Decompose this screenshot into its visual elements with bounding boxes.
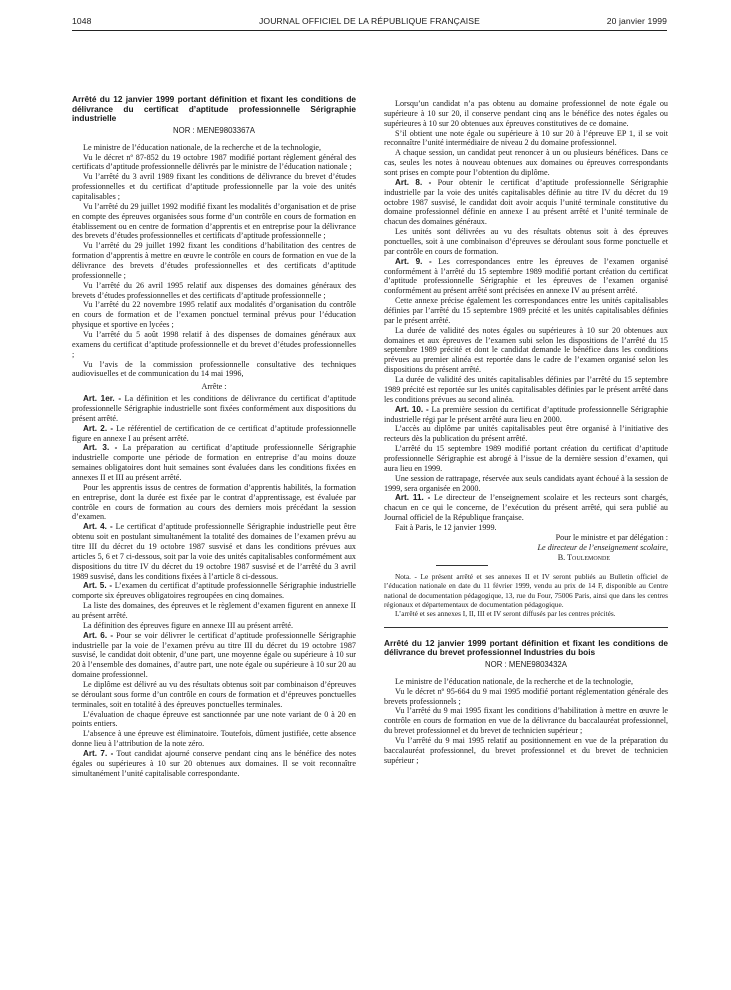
- article-3: [72, 443, 356, 482]
- article-label: Art. 6. -: [83, 630, 114, 640]
- preamble-paragraph: Vu l’arrêté du 3 avril 1989 fixant les conditions de délivrance du brevet d’études professionnelles et du certificat d’aptitude professionnelle par la voie des unités capitalisables ;: [72, 172, 356, 201]
- left-column: [72, 95, 356, 779]
- preamble-paragraph: Vu l’arrêté du 26 avril 1995 relatif aux dispenses des domaines généraux des brevets d’études professionnelles et des certificats d’aptitude professionnelle ;: [72, 280, 356, 300]
- preamble-paragraph: Vu l’arrêté du 22 novembre 1995 relatif aux modalités d’organisation du contrôle en cours de formation et de l’examen ponctuel terminal prévus pour l’éducation physique et sportive en lycées ;: [72, 300, 356, 330]
- article-text: L’examen du certificat d’aptitude professionnelle Sérigraphie industrielle comporte six épreuves obligatoires regroupées en cinq domaines.: [72, 581, 356, 601]
- article-label: Art. 2. -: [83, 423, 114, 433]
- note-paragraph: L’arrêté et ses annexes I, II, III et IV seront diffusés par les centres précités.: [395, 608, 616, 618]
- preamble-paragraph: Le ministre de l’éducation nationale, de la recherche et de la technologie,: [395, 676, 633, 686]
- article-2: [72, 424, 356, 444]
- preamble-paragraph: Vu l’arrêté du 9 mai 1995 relatif au positionnement en vue de la préparation du baccalauréat professionnel, du brevet professionnel et du brevet de technicien supérieur ;: [384, 736, 668, 765]
- article-label: Art. 9. -: [395, 256, 432, 266]
- preamble-paragraph: Vu l’avis de la commission professionnelle consultative des techniques audiovisuelles et de communication du 14 mai 1996,: [72, 359, 356, 379]
- article-label: Art. 3. -: [83, 443, 118, 453]
- article-6: [72, 631, 356, 680]
- preamble-paragraph: Le ministre de l’éducation nationale, de la recherche et de la technologie,: [83, 142, 321, 152]
- article-text: Pour obtenir le certificat d’aptitude professionnelle Sérigraphie industrielle par la voie des unités capitalisables définie au titre IV du décret du 19 octobre 1987 susvisé, le candidat doit avoir acquis l’unité terminale constitutive du domaine professionnel définie en annexe I au présent arrêté et l’unité terminale de chacun des domaines généraux.: [384, 177, 668, 227]
- article-text: Pour se voir délivrer le certificat d’aptitude professionnelle Sérigraphie industrielle par la voie de l’examen prévu au titre III du décret du 19 octobre 1987 susvisé, le candidat doit obtenir, d’une part, une moyenne égale ou supérieure à 10 sur 20 à l’ensemble des domaines, d’autre part, une note égale ou supérieure à 10 sur 20 au domaine professionnel.: [72, 630, 356, 680]
- article-paragraph: Pour les apprentis issus de centres de formation d’apprentis habilités, la formation en entreprise, dont la durée est fixée par le contrat d’apprentissage, est évaluée par contrôle en cours de formation au cours des derniers mois précédant la session d’examen.: [72, 482, 356, 522]
- article-text: Tout candidat ajourné conserve pendant cinq ans le bénéfice des notes égales ou supérieures à 10 sur 20 obtenues aux domaines. Il se voit reconnaître simultanément l’unité capitalisable correspondante.: [72, 749, 356, 778]
- article-label: Art. 10. -: [395, 404, 429, 414]
- article-paragraph: L’accès au diplôme par unités capitalisables peut être organisé à l’initiative des recteurs dès la publication du présent arrêté.: [384, 424, 668, 444]
- article-paragraph: L’évaluation de chaque épreuve est sanctionnée par une note variant de 0 à 20 en points entiers.: [72, 709, 356, 729]
- article-label: Art. 1er. -: [83, 394, 122, 404]
- article-paragraph: La durée de validité des notes égales ou supérieures à 10 sur 20 obtenues aux domaines et aux épreuves de l’examen subi selon les dispositions de l’arrêté du 15 septembre 1989 précité et dont le candidat demande le bénéfice dans les conditions prévues au premier alinéa est reportée dans le cadre de l’examen organisé selon les dispositions du présent arrêté.: [384, 325, 668, 375]
- article-10: [384, 405, 668, 425]
- note-paragraph: Nota. - Le présent arrêté et ses annexes II et IV seront publiés au Bulletin officiel de l’éducation nationale en date du 11 février 1999, vendu au prix de 14 F, disponible au Centre national de documentation pédagogique, 13, rue du Four, 75006 Paris, ainsi que dans les centres régionaux et départementaux de documentation pédagogique.: [384, 572, 668, 609]
- nor-reference: NOR : MENE9803432A: [485, 660, 567, 670]
- article-1: [72, 394, 356, 424]
- preamble-paragraph: Vu l’arrêté du 5 août 1998 relatif à des dispenses de domaines généraux aux examens du certificat d’aptitude professionnelle et du brevet d’études professionnelles ;: [72, 329, 356, 359]
- article-text: La préparation au certificat d’aptitude professionnelle Sérigraphie industrielle comporte une période de formation en entreprise d’au moins douze semaines obligatoires dont huit semaines sont évaluées dans les conditions fixées en annexes II et III au présent arrêté.: [72, 443, 356, 482]
- preamble-paragraph: Vu le décret nº 95-664 du 9 mai 1995 modifié portant réglementation générale des brevets professionnels ;: [384, 686, 668, 706]
- signature-date: Fait à Paris, le 12 janvier 1999.: [395, 522, 497, 532]
- article-label: Art. 5. -: [83, 581, 113, 591]
- page-number: 1048: [72, 16, 92, 26]
- right-column: [384, 99, 668, 766]
- article-paragraph: S’il obtient une note égale ou supérieure à 10 sur 20 à l’épreuve EP 1, il se voit reconnaître l’unité intermédiaire de niveau 2 du domaine professionnel.: [384, 128, 668, 148]
- article-paragraph: La durée de validité des unités capitalisables définies par l’arrêté du 15 septembre 1989 précité est reportée sur les unités capitalisables définies par le présent arrêté dans les conditions prévues au second alinéa.: [384, 375, 668, 404]
- signature-name: B. Toulemonde: [557, 552, 610, 562]
- article-text: La définition et les conditions de délivrance du certificat d’aptitude professionnelle Sérigraphie industrielle sont fixées conformément aux dispositions du présent arrêté.: [72, 394, 356, 423]
- article-paragraph: Cette annexe précise également les correspondances entre les unités capitalisables définies par l’arrêté du 15 septembre 1989 précité et les unités capitalisables définies par le présent arrêté.: [384, 296, 668, 325]
- article-label: Art. 7. -: [83, 749, 114, 759]
- article-4: [72, 522, 356, 581]
- article-text: Le certificat d’aptitude professionnelle Sérigraphie industrielle peut être obtenu soit en postulant simultanément la totalité des domaines de l’examen prévu au titre III du décret du 19 octobre 1987 susvisé et dans les conditions prévues aux articles 5, 6 et 7 ci-dessous, soit par la voie des unités capitalisables conformément aux dispositions du titre IV du décret du 19 octobre 1987 susvisé et de l’arrêté du 3 avril 1989 susvisé, dans les conditions fixées à l’article 8 ci-dessous.: [72, 522, 356, 581]
- signature-role: Le directeur de l’enseignement scolaire,: [537, 542, 668, 552]
- article-paragraph: L’absence à une épreuve est éliminatoire. Toutefois, dûment justifiée, cette absence donne lieu à l’attribution de la note zéro.: [72, 729, 356, 749]
- article-paragraph: Lorsqu’un candidat n’a pas obtenu au domaine professionnel de note égale ou supérieure à 10 sur 20, il conserve pendant cinq ans le bénéfice des notes égales ou supérieures à 10 sur 20 obtenues aux épreuves constitutives de ce domaine.: [384, 99, 668, 128]
- article-8: [384, 178, 668, 227]
- article-paragraph: Une session de rattrapage, réservée aux seuls candidats ayant échoué à la session de 1999, sera organisée en 2000.: [384, 473, 668, 493]
- article-paragraph: La définition des épreuves figure en annexe III au présent arrêté.: [83, 620, 294, 630]
- article-paragraph: La liste des domaines, des épreuves et le règlement d’examen figurent en annexe II au présent arrêté.: [72, 601, 356, 621]
- decree-title: Arrêté du 12 janvier 1999 portant définition et fixant les conditions de délivrance du certificat d’aptitude professionnelle Sérigraphie industrielle: [72, 94, 356, 124]
- article-9: [384, 257, 668, 296]
- article-paragraph: Le diplôme est délivré au vu des résultats obtenus soit par combinaison d’épreuves se déroulant sous forme d’un contrôle en cours de formation et d’épreuves ponctuelles terminales, soit en totalité à des épreuves ponctuelles terminales.: [72, 680, 356, 709]
- header-rule: [72, 30, 667, 31]
- article-text: Le directeur de l’enseignement scolaire et les recteurs sont chargés, chacun en ce qui le concerne, de l’exécution du présent arrêté, qui sera publié au Journal officiel de la République française.: [384, 493, 668, 523]
- article-7: [72, 749, 356, 779]
- preamble-paragraph: Vu l’arrêté du 29 juillet 1992 modifié fixant les modalités d’organisation et de prise en compte des épreuves organisées sous forme d’un contrôle en cours de formation en établissement ou en centre de formation d’apprentis et en entreprise pour la délivrance des brevets d’études professionnelles et certificats d’aptitude professionnelle ;: [72, 201, 356, 241]
- running-header: [72, 16, 667, 30]
- article-paragraph: Les unités sont délivrées au vu des résultats obtenus soit à des épreuves ponctuelles, soit à une combinaison d’épreuves se déroulant sous forme ponctuelle et par contrôle en cours de formation.: [384, 227, 668, 256]
- article-label: Art. 11. -: [395, 493, 431, 503]
- preamble-paragraph: Vu l’arrêté du 29 juillet 1992 fixant les conditions d’habilitation des centres de formation d’apprentis à mettre en œuvre le contrôle en cours de formation en vue de la délivrance des brevets d’études professionnelles et des certificats d’aptitude professionnelle ;: [72, 241, 356, 280]
- section-divider: [384, 627, 668, 628]
- article-text: Les correspondances entre les épreuves de l’examen organisé conformément à l’arrêté du 15 septembre 1989 modifié portant création du certificat d’aptitude professionnelle Sérigraphie et les épreuves de l’examen organisé conformément au présent arrêté sont précisées en annexe IV au présent arrêté.: [384, 256, 668, 296]
- article-paragraph: A chaque session, un candidat peut renoncer à un ou plusieurs bénéfices. Dans ce cas, seules les notes à nouveau obtenues aux domaines ou épreuves correspondants sont prises en compte pour l’obtention du diplôme.: [384, 148, 668, 178]
- decree-title: Arrêté du 12 janvier 1999 portant définition et fixant les conditions de délivrance du brevet professionnel Industries du bois: [384, 637, 668, 658]
- article-label: Art. 4. -: [83, 522, 113, 532]
- publication-note: [384, 572, 668, 617]
- article-11: [384, 493, 668, 523]
- article-text: La première session du certificat d’aptitude professionnelle Sérigraphie industrielle régi par le présent arrêté aura lieu en 2000.: [384, 404, 669, 424]
- issue-date: 20 janvier 1999: [606, 16, 667, 26]
- article-5: [72, 581, 356, 601]
- arrete-heading: Arrête :: [201, 382, 227, 392]
- preamble-paragraph: Vu l’arrêté du 9 mai 1995 fixant les conditions d’habilitation à mettre en œuvre le contrôle en cours de formation en vue de la délivrance du baccalauréat professionnel, du brevet professionnel et du brevet de technicien supérieur ;: [384, 706, 668, 736]
- article-text: Le référentiel de certification de ce certificat d’aptitude professionnelle figure en annexe I au présent arrêté.: [72, 423, 356, 443]
- nor-reference: NOR : MENE9803367A: [173, 125, 255, 135]
- note-rule: [436, 565, 488, 566]
- article-label: Art. 8. -: [395, 177, 432, 187]
- preamble-paragraph: Vu le décret nº 87-852 du 19 octobre 1987 modifié portant règlement général des certificats d’aptitude professionnelle délivrés par le ministre de l’éducation nationale ;: [72, 152, 356, 172]
- journal-title: JOURNAL OFFICIEL DE LA RÉPUBLIQUE FRANÇAISE: [259, 16, 480, 26]
- signature-delegation: Pour le ministre et par délégation :: [555, 532, 668, 542]
- article-paragraph: L’arrêté du 15 septembre 1989 modifié portant création du certificat d’aptitude professionnelle Sérigraphie est abrogé à l’issue de la dernière session d’examen, qui aura lieu en 1999.: [384, 444, 668, 473]
